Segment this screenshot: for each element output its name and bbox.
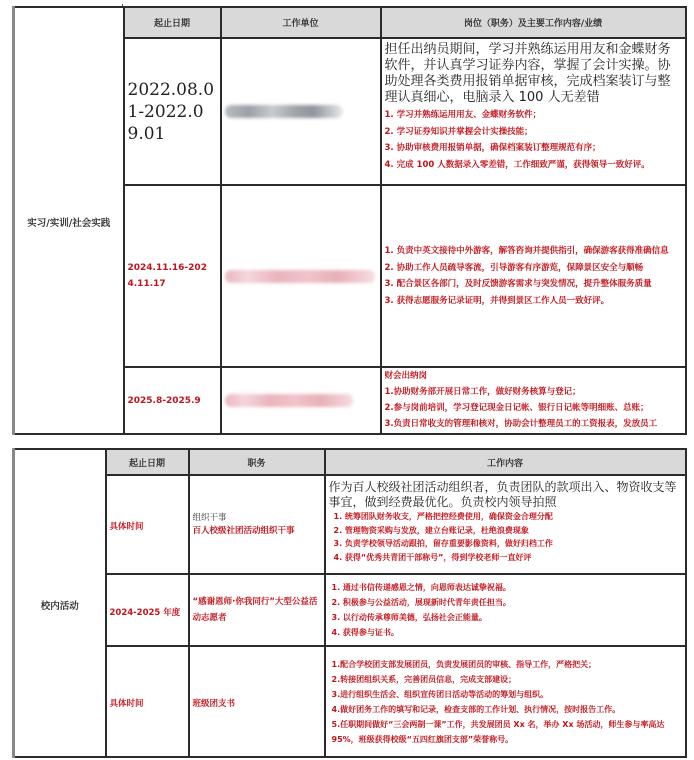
content-item: 3.进行组织生活会、组织宣传团日活动等活动的筹划与组织。: [331, 689, 549, 699]
dates-text: 具体时间: [109, 522, 144, 532]
content-item: 1.配合学校团支部发展团员，负责发展团员的审核、指导工作，严格把关；: [331, 659, 597, 669]
dates-text: 具体时间: [109, 699, 144, 709]
table-row: [14, 646, 686, 757]
content-item: 3. 获得志愿服务记录证明，并得到景区工作人员一致好评。: [384, 295, 610, 306]
dates-cell: [106, 574, 189, 646]
content-cell: [381, 367, 686, 434]
role-cell: [189, 475, 325, 574]
content-item: 4. 完成 100 人数据录入零差错，工作细致严谨，获得领导一致好评。: [384, 159, 650, 170]
section-label: 实习/实训/社会实践: [27, 218, 111, 229]
dates-cell: [124, 38, 221, 185]
role-line: 组织干事: [192, 512, 227, 523]
table-row: [14, 574, 686, 646]
header-dates: 起止日期: [124, 7, 221, 38]
dates-text: 2024-2025 年度: [109, 607, 181, 618]
role-text: “感谢恩师·你我同行”大型公益活动志愿者: [192, 597, 318, 623]
dates-text: 2025.8-2025.9: [127, 395, 201, 406]
role-line: 百人校级社团活动组织干事: [192, 525, 295, 536]
header-role: 职务: [189, 449, 325, 475]
content-item: 2. 协助工作人员疏导客流，引导游客有序游览，保障景区安全与顺畅: [384, 262, 644, 273]
content-item: 1. 负责中英文接待中外游客，解答咨询并提供指引，确保游客获得准确信息: [384, 246, 669, 256]
redacted-unit: [225, 105, 343, 118]
section-label-cell: [14, 7, 124, 434]
role-cell: [189, 574, 325, 646]
content-item: 1. 通过书信传递感恩之情，向恩师表达诚挚祝福。: [331, 583, 511, 592]
content-item: 2. 积极参与公益活动，展现新时代青年责任担当。: [331, 598, 511, 607]
unit-cell: [221, 185, 381, 367]
content-item: 1.协助财务部开展日常工作，做好财务核算与登记；: [384, 387, 581, 397]
dates-text: 2022.08.01-2022.09.01: [127, 79, 215, 144]
header-content: 岗位（职务）及主要工作内容/业绩: [381, 7, 686, 38]
content-intro: 担任出纳员期间，学习并熟练运用用友和金蝶财务软件，并认真学习证券内容，掌握了会计实操。协助处理各类费用报销单据审核，完成档案装订与整理认真细心，电脑录入 100 人无差错: [384, 42, 671, 105]
role-cell: [189, 646, 325, 757]
header-dates: 起止日期: [106, 449, 189, 475]
content-cell: [381, 185, 686, 367]
redacted-unit: [225, 270, 375, 283]
dates-cell: [124, 185, 221, 367]
content-cell: [381, 38, 686, 185]
content-cell: [325, 475, 686, 574]
content-item: 3. 协助审核费用报销单据，确保档案装订整理规范有序；: [384, 143, 601, 153]
content-item: 2. 管理物资采购与发放，建立台账记录，杜绝浪费现象: [333, 525, 529, 535]
content-item: 3. 负责学校领导活动跟拍，留存重要影像资料，做好归档工作: [333, 539, 553, 548]
header-unit: 工作单位: [221, 7, 381, 38]
content-title: 财会出纳岗: [384, 371, 428, 381]
content-item: 2. 学习证券知识并掌握会计实操技能；: [384, 126, 533, 137]
content-intro: 作为百人校级社团活动组织者，负责团队的款项出入、物资收支等事宜，做到经费最优化。负责校内领导拍照: [328, 480, 677, 509]
campus-activities-table: [12, 448, 687, 758]
internship-table: [12, 6, 687, 435]
table-row: [14, 475, 686, 574]
content-item: 2.转接团组织关系，完善团员信息，完成支部建设；: [331, 674, 517, 684]
content-item: 5.任职期间做好“三会两制一课”工作，共发展团员 Xx 名，举办 Xx 场活动，师生参与率高达 95%，班级获得校级“五四红旗团支部”荣誉称号。: [331, 719, 665, 744]
content-item: 1. 统筹团队财务收支，严格把控经费使用，确保资金合理分配: [333, 512, 553, 521]
dates-cell: [106, 646, 189, 757]
content-item: 4.做好团务工作的填写和记录，检查支部的工作计划、执行情况，按时报告工作。: [331, 704, 621, 714]
content-item: 4. 获得“优秀共青团干部称号”，得到学校老师一直好评: [333, 552, 532, 562]
unit-cell: [221, 38, 381, 185]
content-item: 3. 配合景区各部门，及时反馈游客需求与突发情况，提升整体服务质量: [384, 279, 652, 289]
content-item: 3.负责日常收支的管理和核对，协助会计整理员工的工资报表，发放员工: [384, 419, 658, 429]
dates-cell: [106, 475, 189, 574]
redacted-unit: [225, 394, 353, 407]
section-label: 校内活动: [40, 600, 79, 612]
content-cell: [325, 646, 686, 757]
content-item: 3. 以行动传承尊师美德，弘扬社会正能量。: [331, 613, 487, 622]
role-text: 班级团支书: [192, 699, 236, 709]
content-item: 1. 学习并熟练运用用友、金蝶财务软件；: [384, 110, 542, 120]
content-item: 2.参与岗前培训，学习登记现金日记帐、银行日记帐等明细账、总账；: [384, 403, 649, 413]
dates-text: 2024.11.16-2024.11.17: [127, 263, 207, 289]
section-label-cell: [14, 449, 106, 757]
header-content: 工作内容: [325, 449, 686, 475]
content-item: 4. 获得参与证书。: [331, 628, 399, 637]
content-cell: [325, 574, 686, 646]
unit-cell: [221, 367, 381, 434]
dates-cell: [124, 367, 221, 434]
